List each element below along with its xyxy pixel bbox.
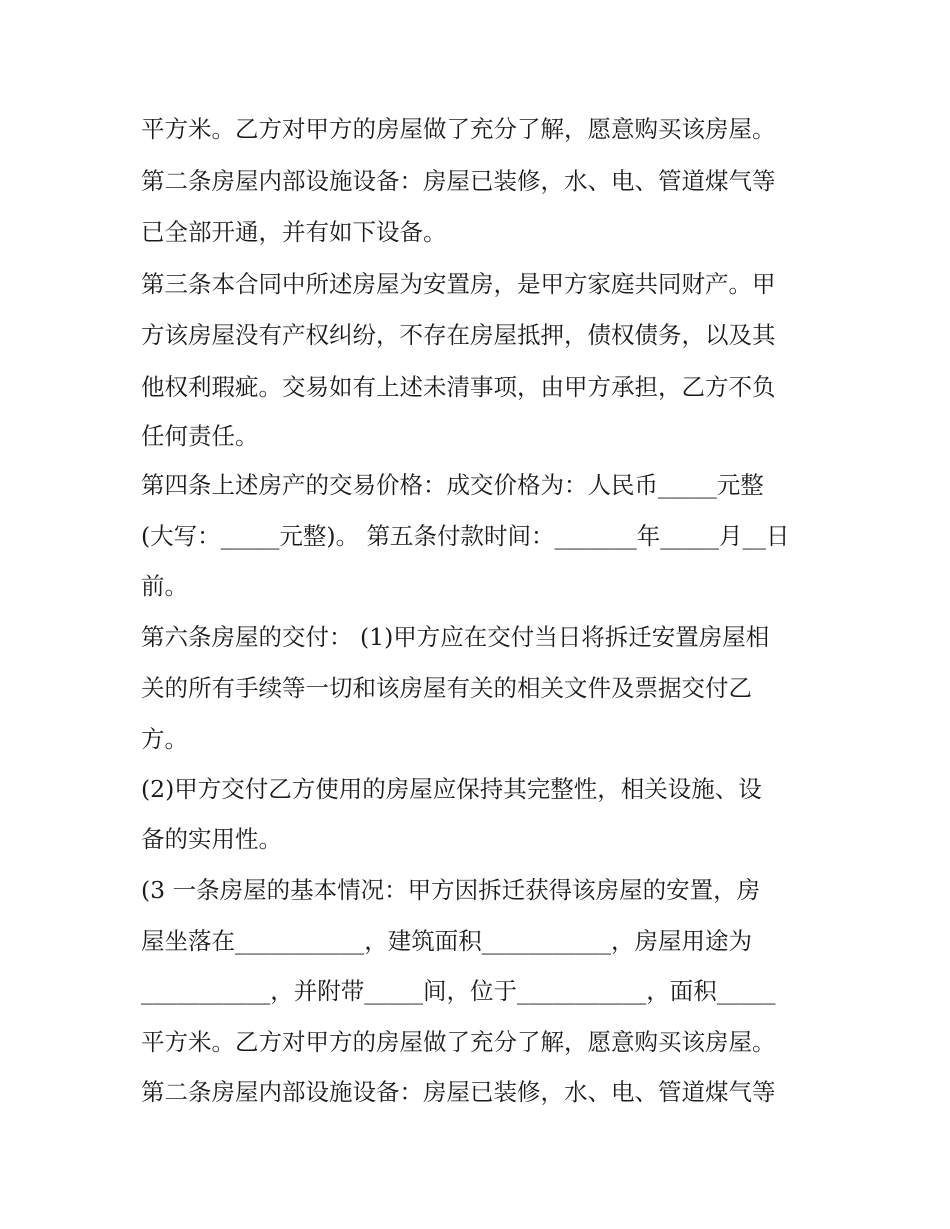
text-line: 关的所有手续等一切和该房屋有关的相关文件及票据交付乙: [141, 674, 752, 702]
text-line: 第三条本合同中所述房屋为安置房，是甲方家庭共同财产。甲: [141, 270, 776, 298]
text-line: 任何责任。: [141, 422, 259, 450]
text-line: 前。: [141, 572, 188, 600]
text-line: 第二条房屋内部设施设备：房屋已装修，水、电、管道煤气等: [141, 1078, 776, 1106]
text-line: 第二条房屋内部设施设备：房屋已装修，水、电、管道煤气等: [141, 167, 776, 195]
text-line: 屋坐落在___________，建筑面积___________，房屋用途为: [141, 927, 752, 955]
text-line: 他权利瑕疵。交易如有上述未清事项，由甲方承担，乙方不负: [141, 373, 776, 401]
text-line: 方该房屋没有产权纠纷，不存在房屋抵押，债权债务，以及其: [141, 321, 776, 349]
text-line: 备的实用性。: [141, 825, 282, 853]
text-line: 方。: [141, 725, 188, 753]
text-line: 第四条上述房产的交易价格：成交价格为：人民币_____元整: [141, 471, 764, 499]
text-line: (2)甲方交付乙方使用的房屋应保持其完整性，相关设施、设: [141, 775, 762, 803]
text-line: 平方米。乙方对甲方的房屋做了充分了解，愿意购买该房屋。: [141, 1028, 776, 1056]
text-line: 平方米。乙方对甲方的房屋做了充分了解，愿意购买该房屋。: [141, 115, 776, 143]
text-line: 第六条房屋的交付： (1)甲方应在交付当日将拆迁安置房屋相: [141, 623, 770, 651]
text-line: (大写：_____元整)。 第五条付款时间：_______年_____月__日: [141, 522, 790, 550]
text-line: ___________，并附带_____间，位于___________，面积_____: [141, 977, 776, 1005]
text-line: (3 一条房屋的基本情况：甲方因拆迁获得该房屋的安置，房: [141, 876, 761, 904]
text-line: 已全部开通，并有如下设备。: [141, 218, 447, 246]
